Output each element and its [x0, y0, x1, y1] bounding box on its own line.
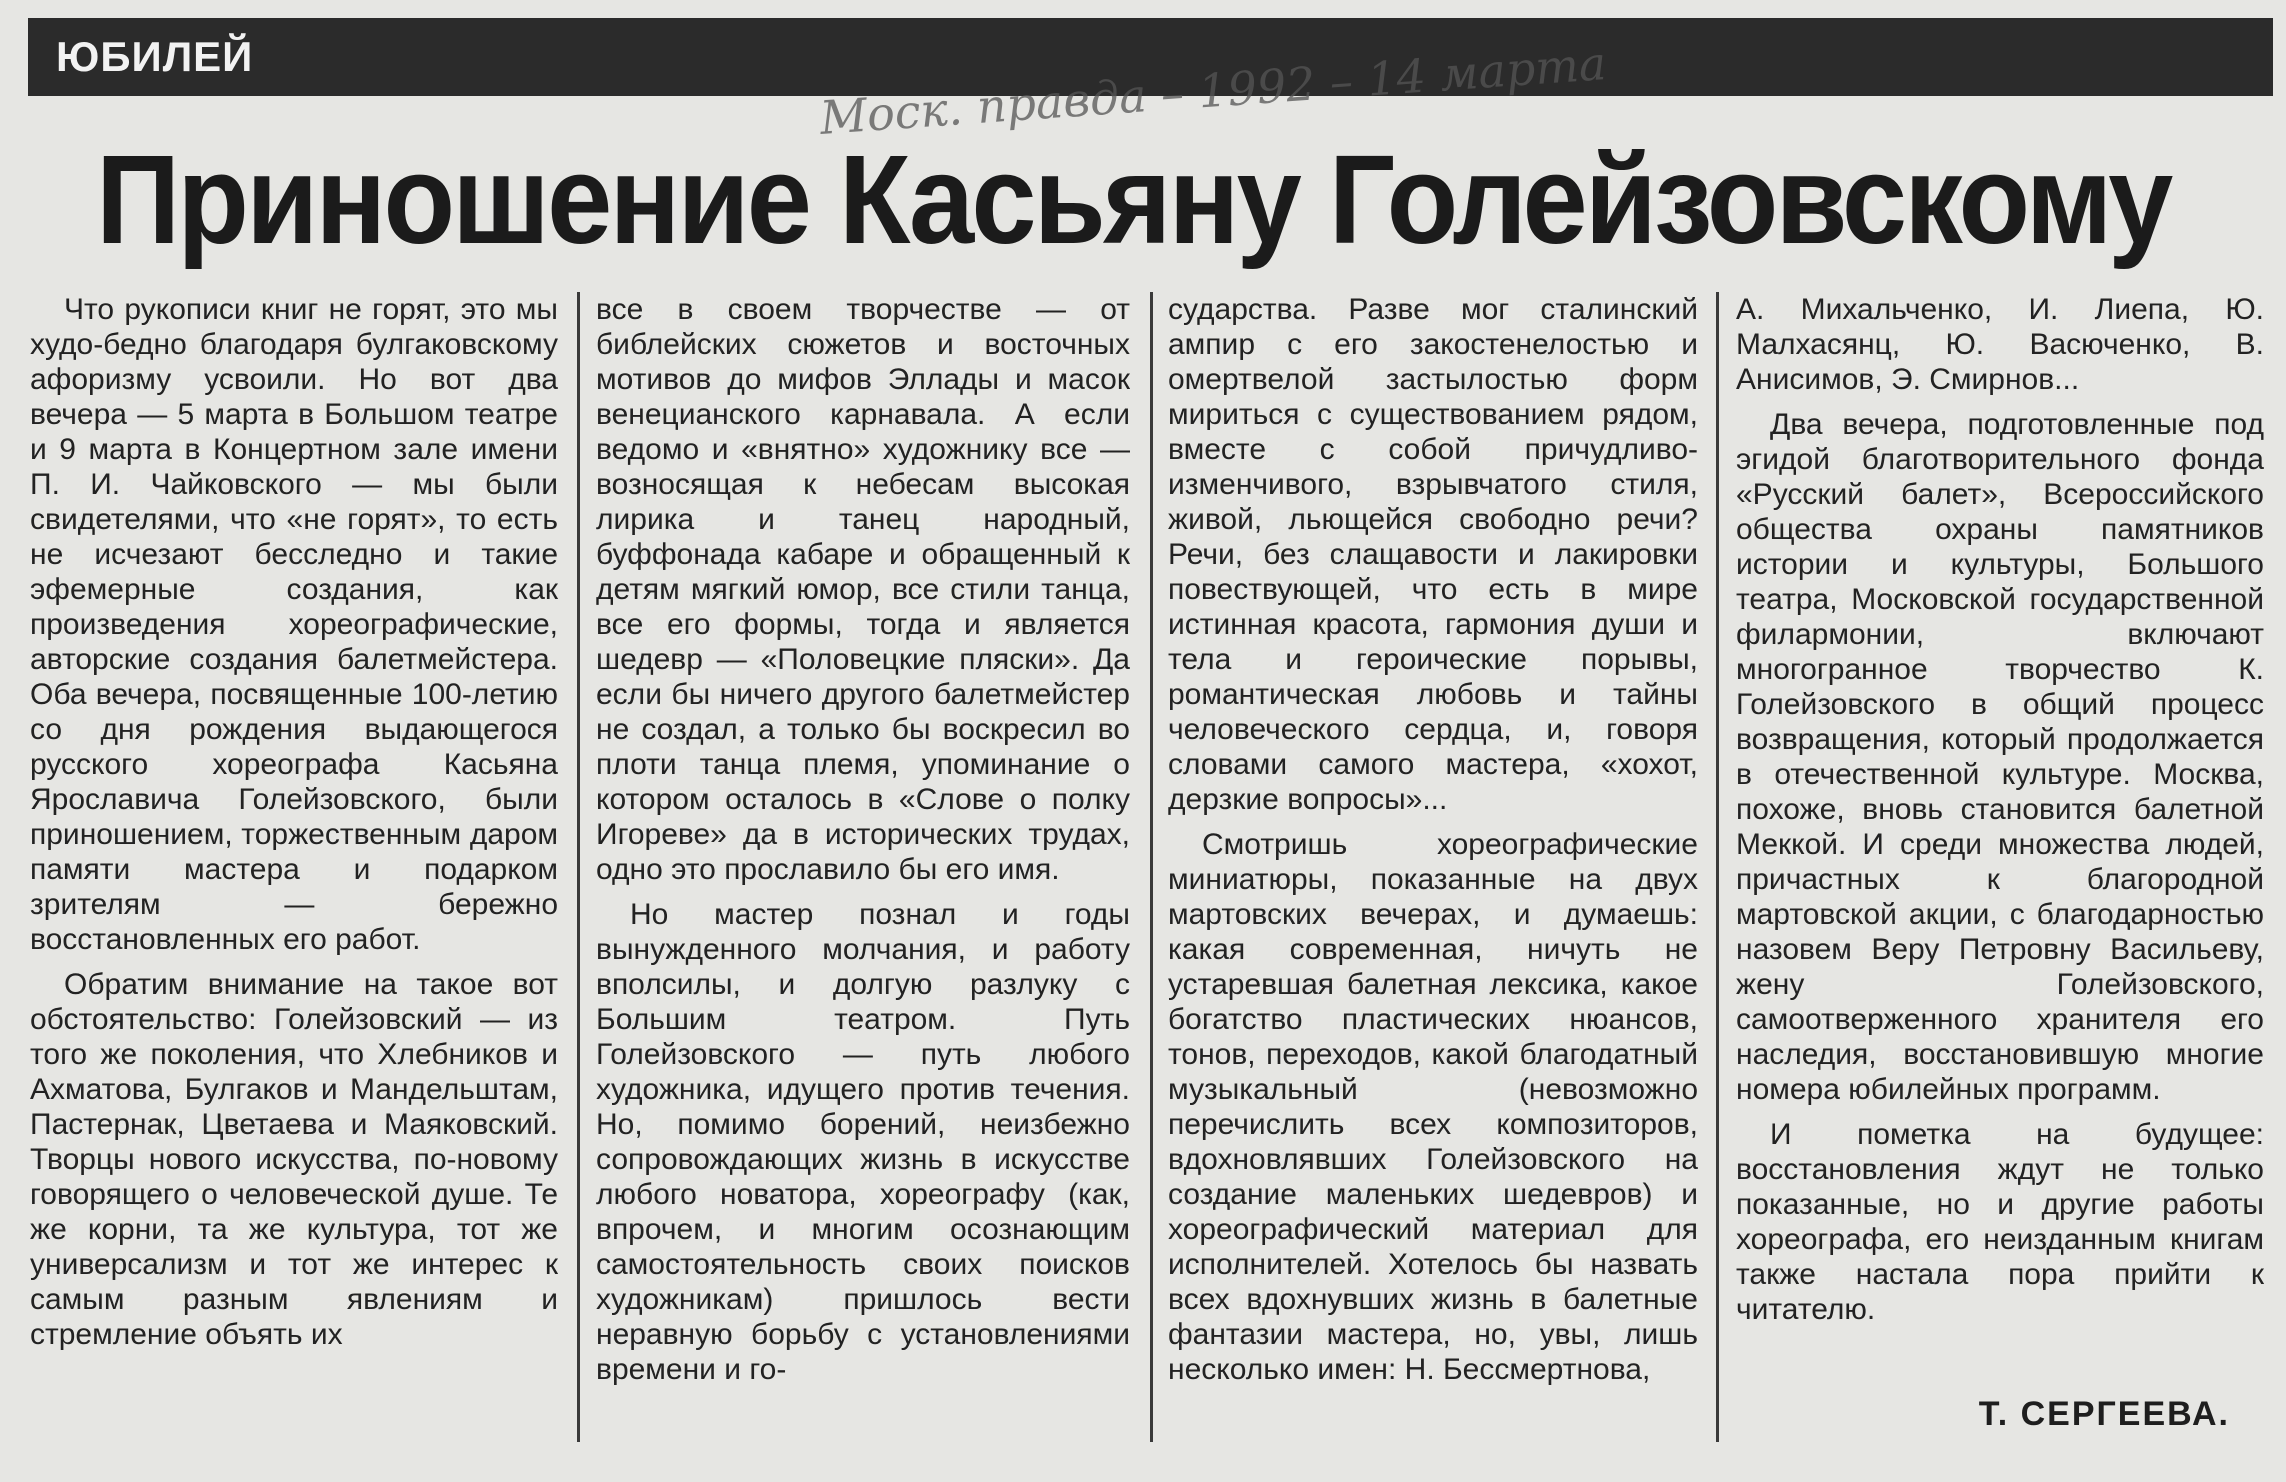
rubric-label: ЮБИЛЕЙ — [56, 33, 254, 80]
paragraph: все в своем творчестве — от библейских сюжетов и восточных мотивов до мифов Эллады и масок венецианского карнавала. А если ведомо и «внятно» художнику все — возносящая к небесам высокая лирика и танец народный, буффонада кабаре и обращенный к детям мягкий юмор, все стили танца, все его формы, тогда и является шедевр — «Половецкие пляски». Да если бы ничего другого балетмейстер не создал, а только бы воскресил во плоти танца племя, упоминание о котором осталось в «Слове о полку Игореве» да в исторических трудах, одно это прославило бы его имя. — [596, 293, 1130, 886]
paragraph: Обратим внимание на такое вот обстоятельство: Голейзовский — из того же поколения, что Хлебников и Ахматова, Булгаков и Мандельштам, Пастернак, Цветаева и Маяковский. Творцы нового искусства, по-новому говорящего о человеческой душе. Те же корни, та же культура, тот же универсализм и тот же интерес к самым разным явлениям и стремление объять их — [30, 968, 558, 1351]
column-rule — [577, 292, 580, 1442]
paragraph: Но мастер познал и годы вынужденного молчания, и работу вполсилы, и долгую разлуку с Большим театром. Путь Голейзовского — путь любого художника, идущего против течения. Но, помимо борений, неизбежно сопровождающих жизнь в искусстве любого новатора, хореографу (как, впрочем, и многим осознающим самостоятельность своих поисков художникам) пришлось вести неравную борьбу с установлениями времени и го- — [596, 898, 1130, 1386]
column-rule — [1150, 292, 1153, 1442]
article-column-3 — [1168, 292, 1698, 1442]
handwritten-note: Моск. правда – 1992 – 14 марта — [818, 36, 1608, 145]
paragraph: Смотришь хореографические миниатюры, показанные на двух мартовских вечерах, и думаешь: какая современная, ничуть не устаревшая балетная лексика, какое богатство пластических нюансов, тонов, переходов, какой благодатный музыкальный (невозможно перечислить всех композиторов, вдохновлявших Голейзовского на создание маленьких шедевров) и хореографический материал для исполнителей. Хотелось бы назвать всех вдохнувших жизнь в балетные фантазии мастера, но, увы, лишь несколько имен: Н. Бессмертнова, — [1168, 828, 1698, 1386]
paragraph: сударства. Разве мог сталинский ампир с его закостенелостью и омертвелой застылостью форм мириться с существованием рядом, вместе с собой причудливо-изменчивого, взрывчатого стиля, живой, льющейся свободно речи? Речи, без слащавости и лакировки повествующей, что есть в мире истинная красота, гармония души и тела и героические порывы, романтическая любовь и тайны человеческого сердца, и, говоря словами самого мастера, «хохот, дерзкие вопросы»... — [1168, 293, 1698, 816]
article-column-2 — [596, 292, 1130, 1442]
author-signature: Т. СЕРГЕЕВА. — [1978, 1395, 2230, 1433]
article-headline: Приношение Касьяну Голейзовскому — [96, 129, 2171, 270]
article-column-1 — [30, 292, 558, 1442]
paragraph: И пометка на будущее: восстановления ждут не только показанные, но и другие работы хореографа, его неизданным книгам также настала пора прийти к читателю. — [1736, 1118, 2264, 1326]
paragraph: Что рукописи книг не горят, это мы худо-бедно благодаря булгаковскому афоризму усвоили. Но вот два вечера — 5 марта в Большом театре и 9 марта в Концертном зале имени П. И. Чайковского — мы были свидетелями, что «не горят», то есть не исчезают бесследно и такие эфемерные создания, как произведения хореографические, авторские создания балетмейстера. Оба вечера, посвященные 100-летию со дня рождения выдающегося русского хореографа Касьяна Ярославича Голейзовского, были приношением, торжественным даром памяти мастера и подарком зрителям — бережно восстановленных его работ. — [30, 293, 558, 956]
paragraph: Два вечера, подготовленные под эгидой благотворительного фонда «Русский балет», Всероссийского общества охраны памятников истории и культуры, Большого театра, Московской государственной филармонии, включают многогранное творчество К. Голейзовского в общий процесс возвращения, который продолжается в отечественной культуре. Москва, похоже, вновь становится балетной Меккой. И среди множества людей, причастных к благородной мартовской акции, с благодарностью назовем Веру Петровну Васильеву, жену Голейзовского, самоотверженного хранителя его наследия, восстановившую многие номера юбилейных программ. — [1736, 408, 2264, 1106]
paragraph: А. Михальченко, И. Лиепа, Ю. Малхасянц, Ю. Васюченко, В. Анисимов, Э. Смирнов... — [1736, 293, 2264, 396]
column-rule — [1716, 292, 1719, 1442]
article-column-4 — [1736, 292, 2264, 1442]
